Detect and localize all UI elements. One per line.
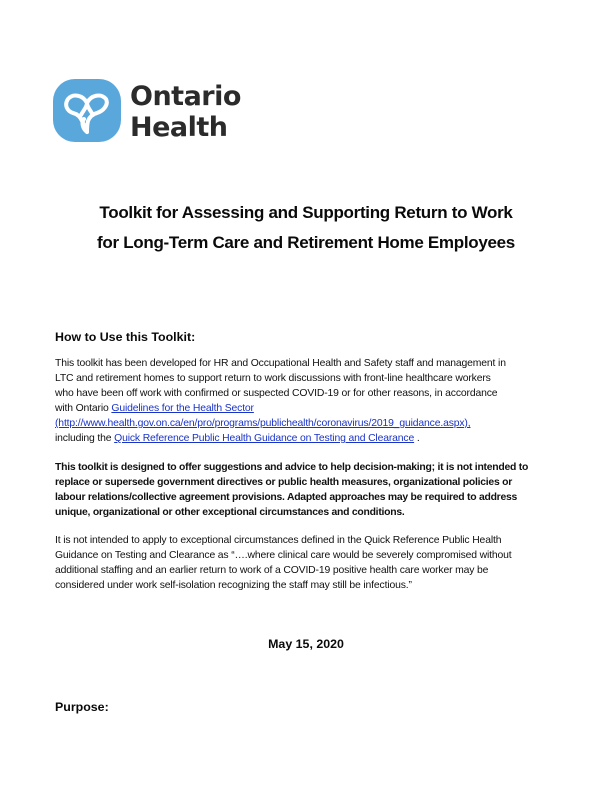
disclaimer-line: labour relations/collective agreement provisions. Adapted approaches may be required to address — [55, 492, 518, 503]
trillium-icon — [53, 79, 121, 142]
exception-line: It is not intended to apply to exceptional circumstances defined in the Quick Reference Public Health — [55, 535, 502, 546]
document-title-line-1: Toolkit for Assessing and Supporting Return to Work — [99, 203, 513, 222]
purpose-heading: Purpose: — [55, 700, 109, 714]
intro-text: . — [414, 433, 420, 444]
exception-paragraph — [55, 533, 575, 593]
document-date: May 15, 2020 — [268, 637, 344, 651]
intro-line — [55, 431, 575, 446]
intro-line: This toolkit has been developed for HR and Occupational Health and Safety staff and management in — [55, 358, 506, 369]
exception-line: additional staffing and an earlier return to work of a COVID-19 positive health care worker may be — [55, 565, 489, 576]
intro-line — [55, 401, 575, 416]
disclaimer-line: This toolkit is designed to offer suggestions and advice to help decision-making; it is not intended to — [55, 462, 529, 473]
exception-line: Guidance on Testing and Clearance as “….where clinical care would be severely compromised without — [55, 550, 512, 561]
intro-line: who have been off work with confirmed or suspected COVID-19 or for other reasons, in accordance — [55, 388, 498, 399]
logo-line-1: Ontario — [130, 81, 241, 112]
document-title-line-2: for Long-Term Care and Retirement Home Employees — [97, 233, 515, 252]
intro-line — [55, 416, 575, 431]
disclaimer-paragraph — [55, 460, 575, 520]
intro-paragraph — [55, 356, 575, 446]
exception-line: considered under work self-isolation recognizing the staff may still be infectious.” — [55, 580, 412, 591]
intro-text: with Ontario — [55, 403, 112, 414]
ontario-health-logo — [53, 79, 243, 145]
how-to-use-heading: How to Use this Toolkit: — [55, 330, 196, 344]
guidance-url-link[interactable]: (http://www.health.gov.on.ca/en/pro/programs/publichealth/coronavirus/2019_guidance.aspx), — [55, 418, 471, 429]
quick-reference-guidance-link[interactable]: Quick Reference Public Health Guidance on Testing and Clearance — [114, 433, 415, 444]
logo-wordmark — [130, 81, 241, 143]
intro-line: LTC and retirement homes to support return to work discussions with front-line healthcare workers — [55, 373, 491, 384]
disclaimer-line: replace or supersede government directives or public health measures, organizational policies or — [55, 477, 513, 488]
guidelines-health-sector-link[interactable]: Guidelines for the Health Sector — [111, 403, 254, 414]
disclaimer-line: unique, organizational or other exceptional circumstances and conditions. — [55, 507, 405, 518]
intro-text: including the — [55, 433, 115, 444]
logo-line-2: Health — [130, 112, 228, 143]
